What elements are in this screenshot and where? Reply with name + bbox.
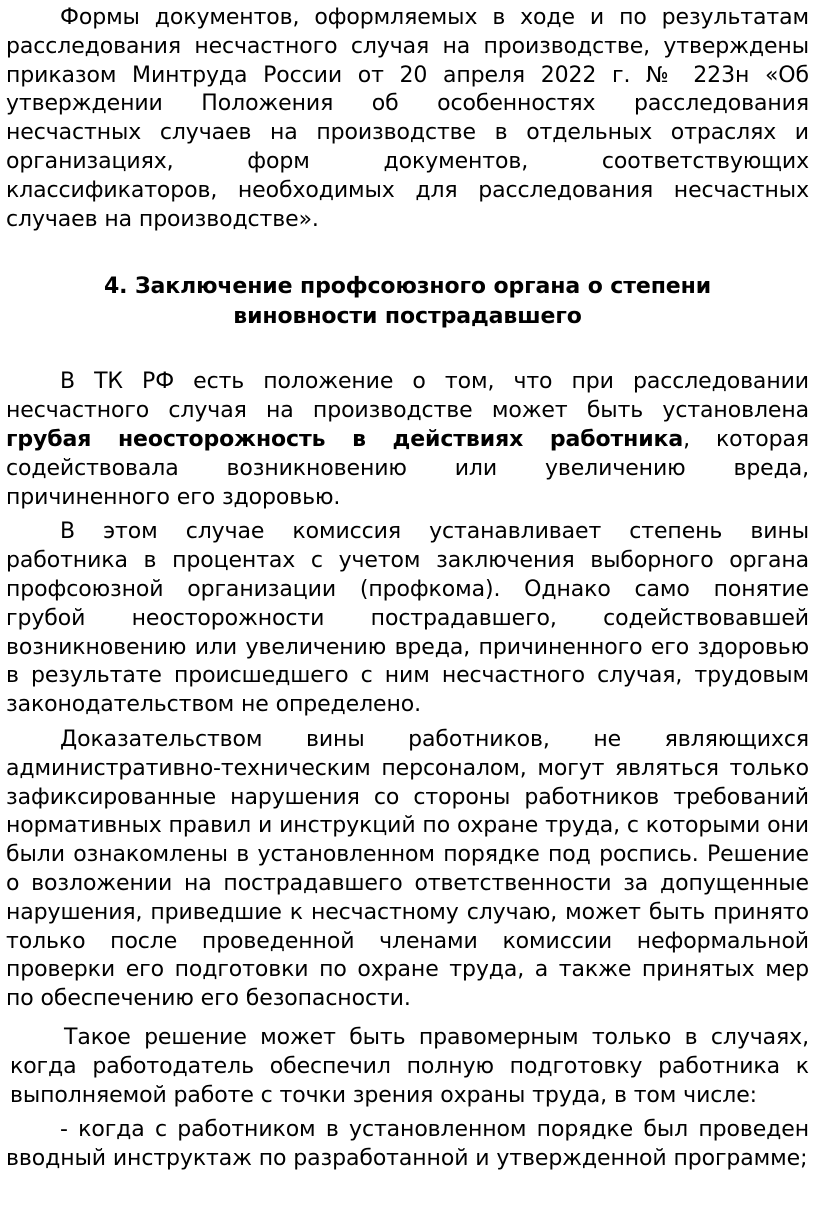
- intro-paragraph: Формы документов, оформляемых в ходе и по результатам расследования несчастного случая на производстве, утверждены приказом Минтруда России от 20 апреля 2022 г. № 223н «Об утверждении Положения об особенностях расследования несчастных случаев на производстве в отдельных отраслях и организациях, форм документов, соответствующих классификаторов, необходимых для расследования несчастных случаев на производстве».: [6, 5, 809, 232]
- paragraph-text-end: , которая содействовала возникновению или увеличению вреда, причиненного его здоровью.: [6, 426, 809, 510]
- section-heading-line1: 4. Заключение профсоюзного органа о степени: [103, 274, 712, 300]
- paragraph-bold-phrase: грубая неосторожность в действиях работника: [6, 426, 684, 452]
- paragraph-induction-briefing: - когда с работником в установленном порядке был проведен вводный инструктаж по разработанной и утвержденной программе;: [6, 1117, 809, 1172]
- paragraph-gross-negligence: [6, 368, 809, 512]
- spacer: [6, 1014, 809, 1024]
- paragraph-text-start: В ТК РФ есть положение о том, что при расследовании несчастного случая на производстве может быть установлена: [6, 369, 809, 424]
- spacer: [6, 332, 809, 368]
- spacer: [6, 234, 809, 272]
- document-page: [6, 4, 809, 1174]
- paragraph-proof-of-guilt: Доказательством вины работников, не являющихся административно-техническим персоналом, могут являться только зафиксированные нарушения со стороны работников требований нормативных правил и инструкций по охране труда, с которыми они были ознакомлены в установленном порядке под роспись. Решение о возложении на пострадавшего ответственности за допущенные нарушения, приведшие к несчастному случаю, может быть принято только после проведенной членами комиссии неформальной проверки его подготовки по охране труда, а также принятых мер по обеспечению его безопасности.: [6, 726, 809, 1012]
- section-heading: [6, 272, 809, 332]
- paragraph-commission-degree: В этом случае комиссия устанавливает степень вины работника в процентах с учетом заключения выборного органа профсоюзной организации (профкома). Однако само понятие грубой неосторожности пострадавшего, содействовавшей возникновению или увеличению вреда, причиненного его здоровью в результате происшедшего с ним несчастного случая, трудовым законодательством не определено.: [6, 519, 809, 718]
- section-heading-line2: виновности пострадавшего: [233, 304, 582, 330]
- paragraph-lawful-decision: Такое решение может быть правомерным только в случаях, когда работодатель обеспечил полную подготовку работника к выполняемой работе с точки зрения охраны труда, в том числе:: [10, 1024, 809, 1108]
